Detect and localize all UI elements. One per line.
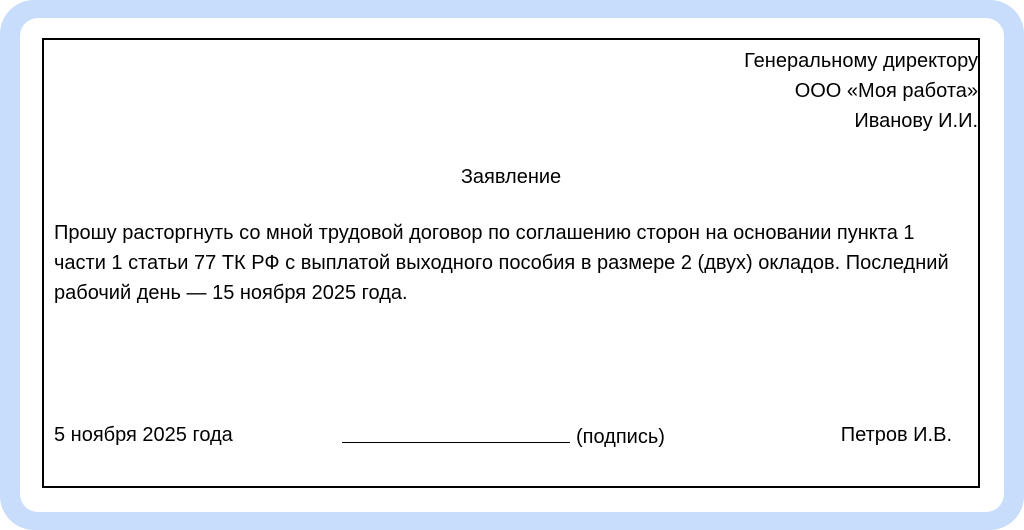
signer-name: Петров И.В.: [840, 424, 952, 446]
addressee-company: ООО «Моя работа»: [794, 80, 978, 102]
document-sheet: [42, 38, 980, 488]
document-card: [20, 18, 1004, 512]
signature-line: [342, 420, 570, 443]
document-title: Заявление: [460, 166, 562, 188]
addressee-position: Генеральному директору: [744, 50, 978, 72]
signature-label: (подпись): [576, 426, 665, 448]
addressee-name: Иванову И.И.: [854, 110, 978, 132]
document-body: Прошу расторгнуть со мной трудовой договор по соглашению сторон на основании пункта 1 части 1 статьи 77 ТК РФ с выплатой выходного пособия в размере 2 (двух) окладов. Последний рабочий день — 15 ноября 2025 года.: [54, 222, 949, 304]
addressee-block: [744, 46, 978, 136]
footer-date: 5 ноября 2025 года: [54, 424, 233, 446]
signature-block: [342, 420, 665, 452]
